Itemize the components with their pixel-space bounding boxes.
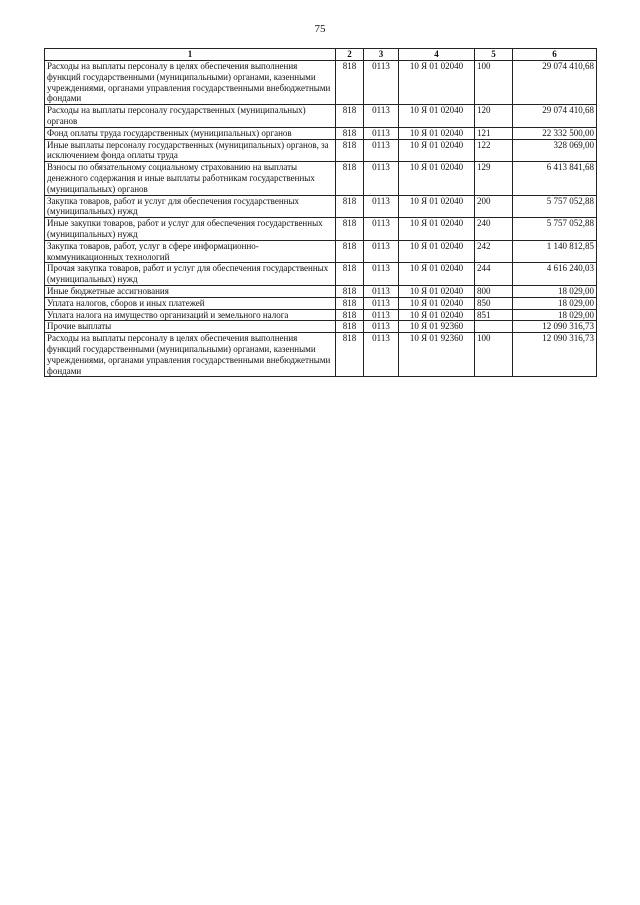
- cell-amount: 18 029,00: [513, 309, 597, 321]
- cell-section-code: 0113: [364, 333, 399, 377]
- cell-admin-code: 818: [336, 285, 364, 297]
- cell-amount: 5 757 052,88: [513, 218, 597, 241]
- cell-target-article: 10 Я 01 02040: [399, 195, 475, 218]
- table-row: [45, 127, 597, 139]
- cell-expense-type: 242: [475, 240, 513, 263]
- column-header: 5: [475, 49, 513, 61]
- cell-target-article: 10 Я 01 02040: [399, 297, 475, 309]
- cell-expense-type: [475, 321, 513, 333]
- table-row: [45, 61, 597, 105]
- cell-expense-type: 120: [475, 105, 513, 128]
- cell-admin-code: 818: [336, 139, 364, 162]
- cell-section-code: 0113: [364, 309, 399, 321]
- page-number: 75: [314, 23, 326, 35]
- cell-target-article: 10 Я 01 92360: [399, 333, 475, 377]
- cell-amount: 1 140 812,85: [513, 240, 597, 263]
- cell-section-code: 0113: [364, 240, 399, 263]
- cell-amount: 328 069,00: [513, 139, 597, 162]
- cell-amount: 29 074 410,68: [513, 105, 597, 128]
- cell-admin-code: 818: [336, 127, 364, 139]
- cell-target-article: 10 Я 01 02040: [399, 240, 475, 263]
- budget-table: [44, 48, 597, 377]
- cell-expense-name: Иные закупки товаров, работ и услуг для обеспечения государственных (муниципальных) нужд: [45, 218, 336, 241]
- cell-expense-type: 100: [475, 333, 513, 377]
- cell-amount: 5 757 052,88: [513, 195, 597, 218]
- cell-expense-name: Иные выплаты персоналу государственных (муниципальных) органов, за исключением фонда оплаты труда: [45, 139, 336, 162]
- cell-admin-code: 818: [336, 263, 364, 286]
- cell-section-code: 0113: [364, 162, 399, 195]
- table-row: [45, 162, 597, 195]
- cell-expense-name: Фонд оплаты труда государственных (муниципальных) органов: [45, 127, 336, 139]
- cell-admin-code: 818: [336, 297, 364, 309]
- cell-expense-name: Закупка товаров, работ, услуг в сфере информационно-коммуникационных технологий: [45, 240, 336, 263]
- cell-amount: 6 413 841,68: [513, 162, 597, 195]
- cell-expense-type: 851: [475, 309, 513, 321]
- cell-admin-code: 818: [336, 321, 364, 333]
- cell-expense-name: Прочие выплаты: [45, 321, 336, 333]
- cell-expense-name: Прочая закупка товаров, работ и услуг для обеспечения государственных (муниципальных) нужд: [45, 263, 336, 286]
- cell-admin-code: 818: [336, 240, 364, 263]
- cell-amount: 22 332 500,00: [513, 127, 597, 139]
- cell-expense-type: 244: [475, 263, 513, 286]
- table-row: [45, 297, 597, 309]
- cell-section-code: 0113: [364, 61, 399, 105]
- cell-expense-type: 122: [475, 139, 513, 162]
- cell-section-code: 0113: [364, 285, 399, 297]
- cell-section-code: 0113: [364, 139, 399, 162]
- cell-amount: 12 090 316,73: [513, 321, 597, 333]
- cell-target-article: 10 Я 01 02040: [399, 105, 475, 128]
- table-row: [45, 309, 597, 321]
- cell-expense-type: 200: [475, 195, 513, 218]
- cell-expense-type: 800: [475, 285, 513, 297]
- cell-expense-type: 850: [475, 297, 513, 309]
- cell-expense-name: Уплата налога на имущество организаций и земельного налога: [45, 309, 336, 321]
- cell-section-code: 0113: [364, 127, 399, 139]
- cell-admin-code: 818: [336, 162, 364, 195]
- table-row: [45, 263, 597, 286]
- cell-target-article: 10 Я 01 02040: [399, 218, 475, 241]
- cell-section-code: 0113: [364, 321, 399, 333]
- cell-target-article: 10 Я 01 02040: [399, 127, 475, 139]
- table-row: [45, 218, 597, 241]
- table-row: [45, 195, 597, 218]
- table-row: [45, 321, 597, 333]
- cell-target-article: 10 Я 01 92360: [399, 321, 475, 333]
- cell-section-code: 0113: [364, 105, 399, 128]
- column-header: 1: [45, 49, 336, 61]
- cell-expense-type: 240: [475, 218, 513, 241]
- cell-target-article: 10 Я 01 02040: [399, 61, 475, 105]
- cell-expense-name: Расходы на выплаты персоналу в целях обеспечения выполнения функций государственными (муниципальными) органами, казенными учреждениями, органами управления государственными внебюджетными фондами: [45, 61, 336, 105]
- cell-expense-name: Расходы на выплаты персоналу государственных (муниципальных) органов: [45, 105, 336, 128]
- table-header-row: [45, 49, 597, 61]
- cell-section-code: 0113: [364, 195, 399, 218]
- column-header: 2: [336, 49, 364, 61]
- table-row: [45, 105, 597, 128]
- table-row: [45, 285, 597, 297]
- cell-amount: 4 616 240,03: [513, 263, 597, 286]
- cell-expense-name: Закупка товаров, работ и услуг для обеспечения государственных (муниципальных) нужд: [45, 195, 336, 218]
- column-header: 3: [364, 49, 399, 61]
- table-row: [45, 240, 597, 263]
- cell-expense-type: 121: [475, 127, 513, 139]
- cell-amount: 18 029,00: [513, 297, 597, 309]
- cell-admin-code: 818: [336, 195, 364, 218]
- cell-amount: 18 029,00: [513, 285, 597, 297]
- table-row: [45, 139, 597, 162]
- cell-expense-type: 129: [475, 162, 513, 195]
- cell-section-code: 0113: [364, 263, 399, 286]
- cell-admin-code: 818: [336, 333, 364, 377]
- cell-expense-name: Взносы по обязательному социальному страхованию на выплаты денежного содержания и иные выплаты работникам государственных (муниципальных) органов: [45, 162, 336, 195]
- cell-expense-name: Иные бюджетные ассигнования: [45, 285, 336, 297]
- table-body: [45, 61, 597, 377]
- column-header: 4: [399, 49, 475, 61]
- cell-target-article: 10 Я 01 02040: [399, 285, 475, 297]
- cell-target-article: 10 Я 01 02040: [399, 139, 475, 162]
- cell-target-article: 10 Я 01 02040: [399, 309, 475, 321]
- cell-admin-code: 818: [336, 309, 364, 321]
- cell-amount: 29 074 410,68: [513, 61, 597, 105]
- table-row: [45, 333, 597, 377]
- column-header: 6: [513, 49, 597, 61]
- cell-admin-code: 818: [336, 105, 364, 128]
- cell-expense-type: 100: [475, 61, 513, 105]
- cell-expense-name: Уплата налогов, сборов и иных платежей: [45, 297, 336, 309]
- cell-admin-code: 818: [336, 218, 364, 241]
- cell-admin-code: 818: [336, 61, 364, 105]
- cell-section-code: 0113: [364, 297, 399, 309]
- cell-expense-name: Расходы на выплаты персоналу в целях обеспечения выполнения функций государственными (муниципальными) органами, казенными учреждениями, органами управления государственными внебюджетными фондами: [45, 333, 336, 377]
- cell-target-article: 10 Я 01 02040: [399, 263, 475, 286]
- cell-target-article: 10 Я 01 02040: [399, 162, 475, 195]
- cell-amount: 12 090 316,73: [513, 333, 597, 377]
- cell-section-code: 0113: [364, 218, 399, 241]
